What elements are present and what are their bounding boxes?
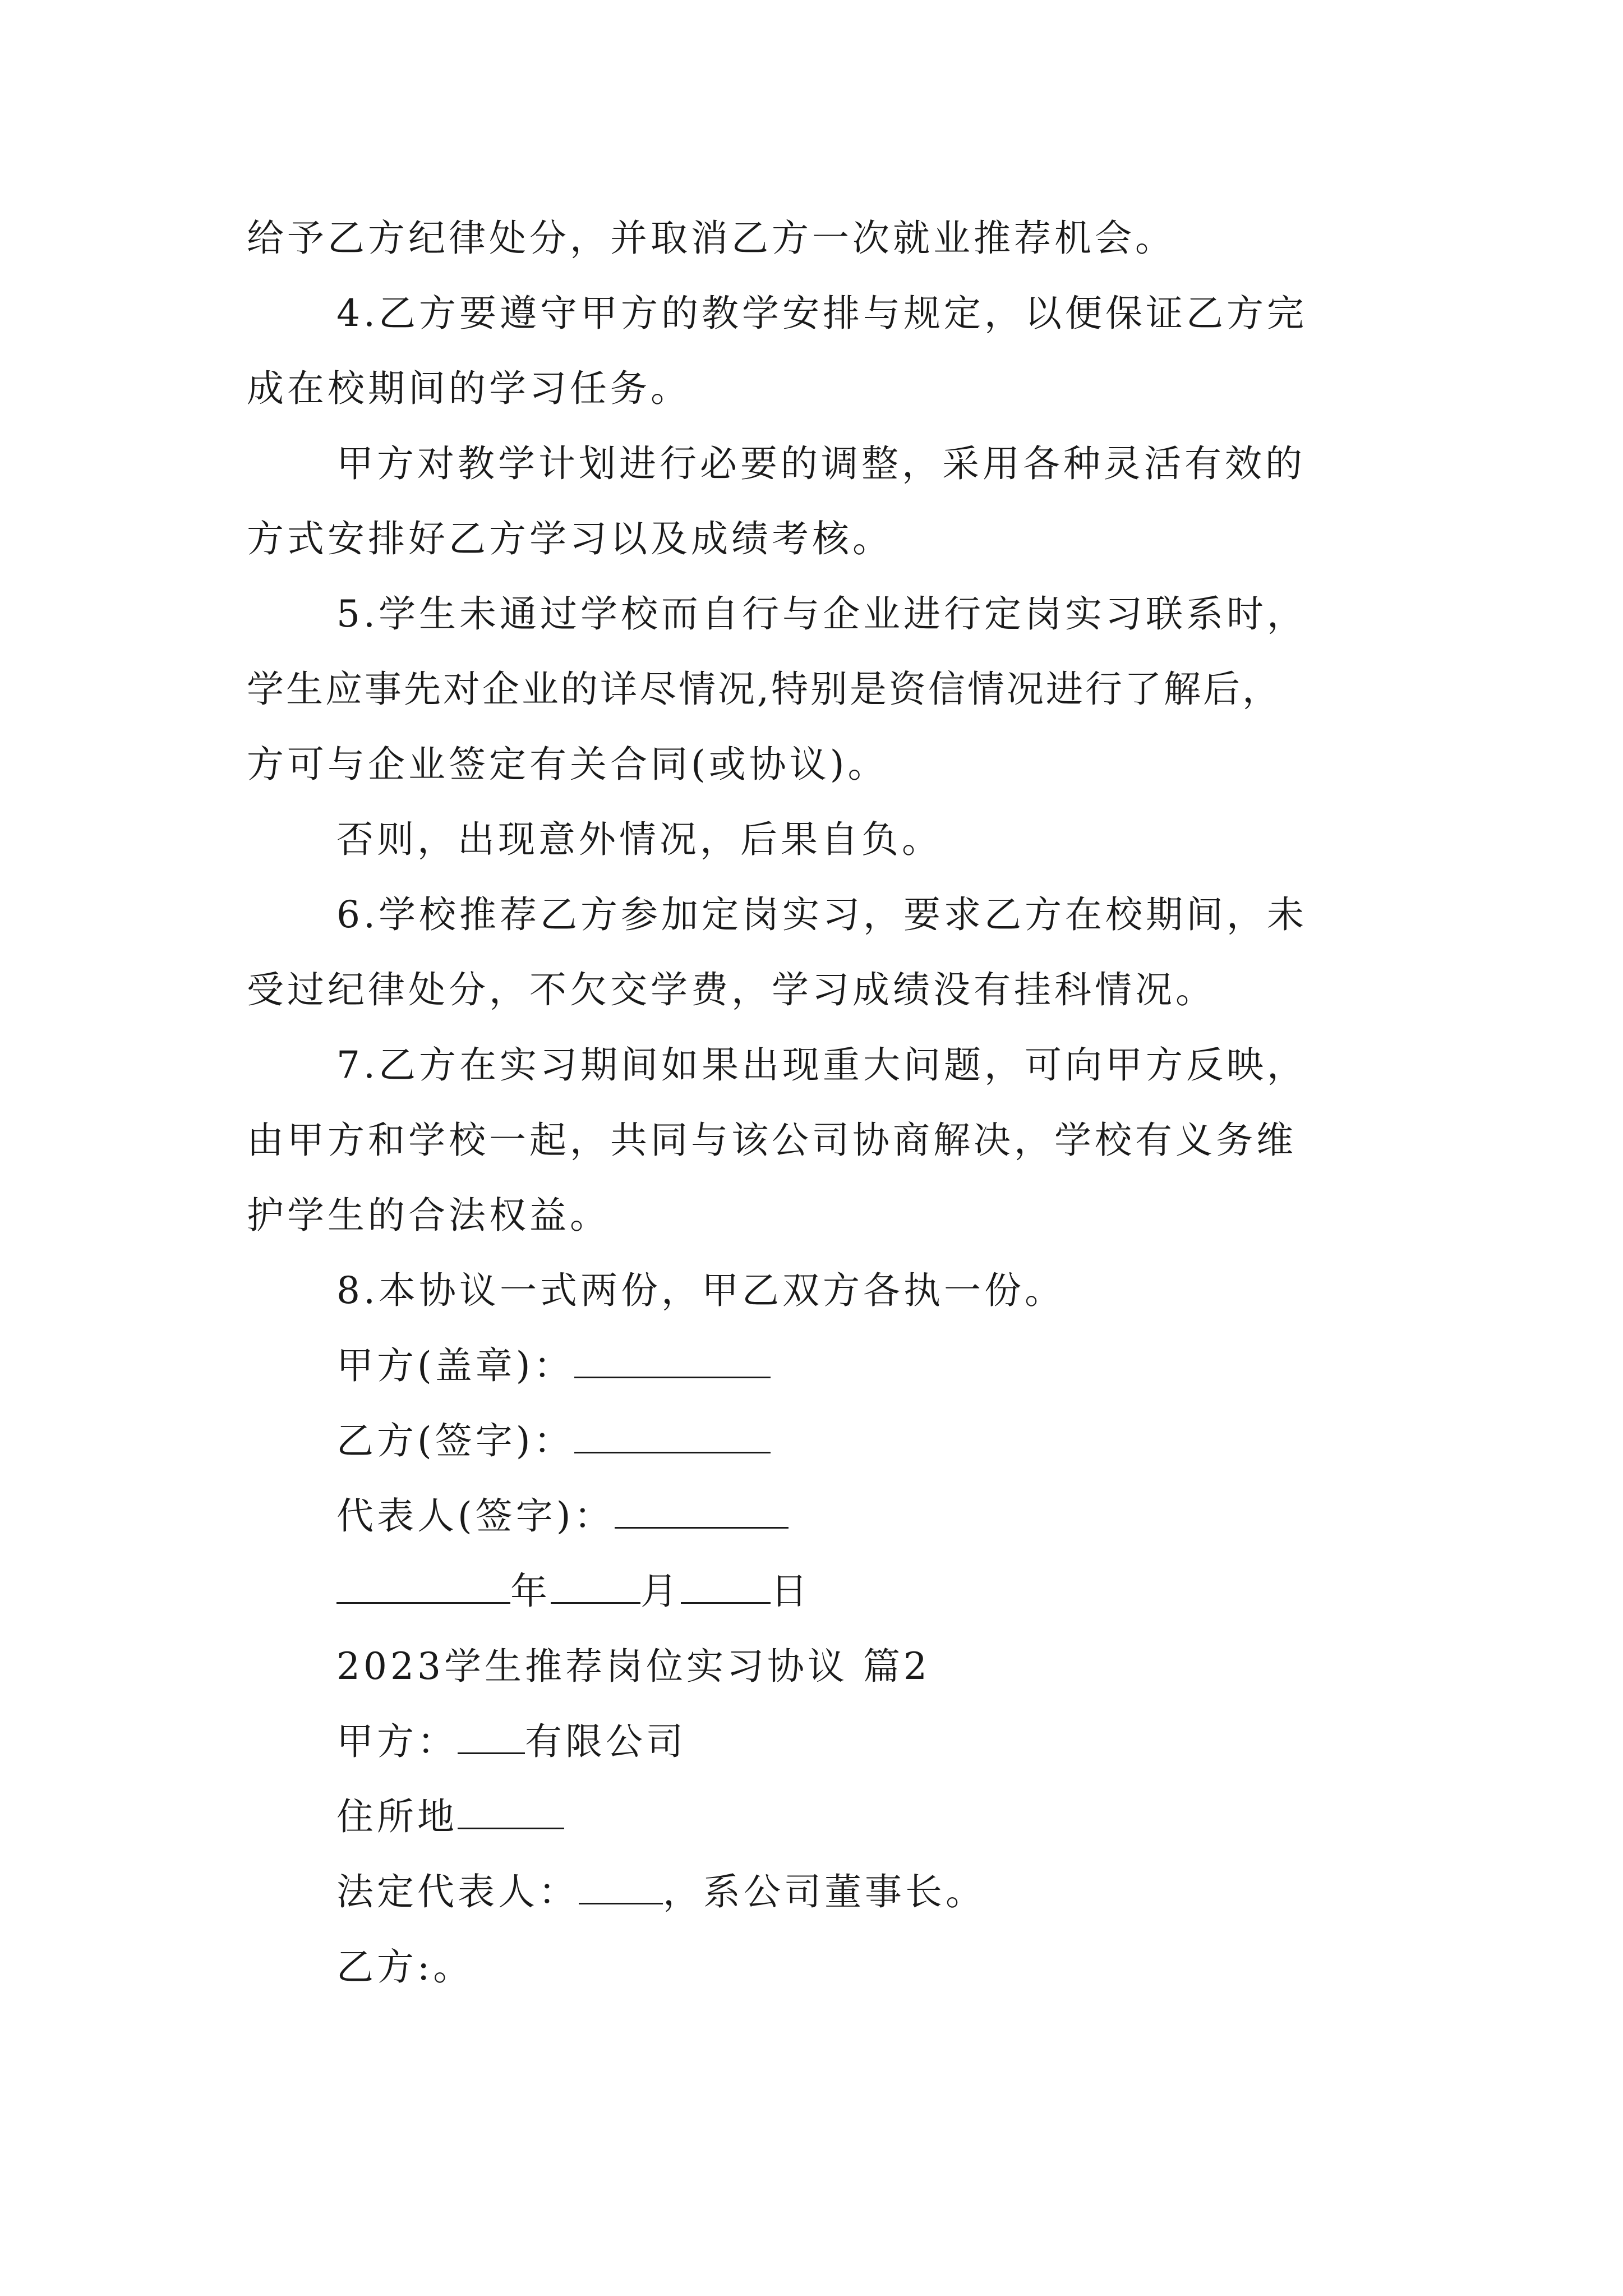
party-a-line [336,1717,686,1767]
party-b-line: 乙方:。 [336,1945,474,1989]
signature-party-a-label: 甲方(盖章)： [336,1344,574,1387]
legal-rep-line [336,1867,986,1917]
signature-blank [574,1419,771,1453]
signature-party-a [336,1341,771,1391]
date-line [336,1566,811,1617]
day-label: 日 [771,1570,811,1613]
paragraph-line: 7.乙方在实习期间如果出现重大问题，可向甲方反映， [336,1043,1307,1087]
paragraph-line: 4.乙方要遵守甲方的教学安排与规定，以便保证乙方完 [336,292,1307,335]
paragraph-line: 由甲方和学校一起，共同与该公司协商解决，学校有义务维 [247,1119,1297,1162]
section-heading: 2023学生推荐岗位实习协议 篇2 [336,1645,930,1688]
paragraph-line: 方式安排好乙方学习以及成绩考核。 [247,517,893,560]
paragraph-line: 成在校期间的学习任务。 [247,367,691,410]
paragraph-line: 否则，出现意外情况，后果自负。 [336,818,942,861]
signature-blank [615,1494,789,1529]
month-blank [551,1570,640,1604]
month-label: 月 [640,1570,681,1613]
signature-representative-label: 代表人(签字)： [336,1494,615,1538]
year-blank [336,1570,510,1604]
legal-rep-prefix: 法定代表人： [336,1870,579,1913]
legal-rep-blank [579,1870,663,1904]
address-label: 住所地 [336,1795,458,1838]
paragraph-line: 方可与企业签定有关合同(或协议)。 [247,743,888,786]
paragraph-line: 6.学校推荐乙方参加定岗实习，要求乙方在校期间，未 [336,893,1307,936]
paragraph-line: 学生应事先对企业的详尽情况,特别是资信情况进行了解后， [247,668,1281,711]
paragraph-line: 护学生的合法权益。 [247,1194,610,1237]
paragraph-line: 5.学生未通过学校而自行与企业进行定岗实习联系时， [336,592,1307,636]
signature-party-b-label: 乙方(签字)： [336,1419,574,1462]
address-line [336,1792,564,1842]
paragraph-line: 8.本协议一式两份，甲乙双方各执一份。 [336,1269,1065,1312]
paragraph-line: 甲方对教学计划进行必要的调整，采用各种灵活有效的 [336,442,1306,485]
signature-party-b [336,1416,771,1466]
paragraph-line: 受过纪律处分，不欠交学费，学习成绩没有挂科情况。 [247,968,1216,1011]
paragraph-line: 给予乙方纪律处分，并取消乙方一次就业推荐机会。 [247,217,1175,260]
year-label: 年 [510,1570,551,1613]
signature-representative [336,1491,789,1542]
company-blank [458,1720,525,1754]
signature-blank [574,1344,771,1378]
party-a-suffix: 有限公司 [525,1720,686,1763]
party-a-prefix: 甲方： [336,1720,458,1763]
legal-rep-suffix: ，系公司董事长。 [663,1870,986,1913]
day-blank [681,1570,771,1604]
address-blank [458,1795,564,1829]
